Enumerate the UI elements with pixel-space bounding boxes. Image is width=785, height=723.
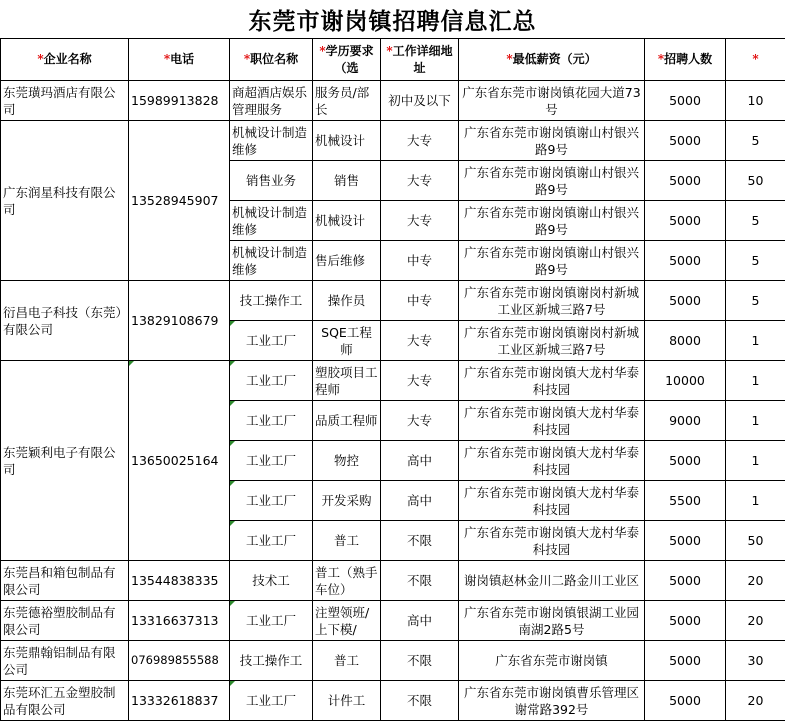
address-cell[interactable]: 广东省东莞市谢岗镇花园大道73号 [459, 81, 645, 121]
category-cell[interactable]: 技术工 [230, 561, 313, 601]
col-header-company: *企业名称 [1, 39, 129, 81]
job-cell[interactable]: 开发采购 [313, 481, 381, 521]
address-cell[interactable]: 广东省东莞市谢岗镇大龙村华泰科技园 [459, 481, 645, 521]
headcount-cell[interactable]: 20 [726, 681, 785, 721]
headcount-cell[interactable]: 30 [726, 641, 785, 681]
company-cell[interactable]: 广东润星科技有限公司 [1, 121, 129, 281]
salary-cell[interactable]: 10000 [645, 361, 726, 401]
address-cell[interactable]: 广东省东莞市谢岗镇谢岗村新城工业区新城三路7号 [459, 321, 645, 361]
education-cell[interactable]: 不限 [381, 561, 459, 601]
job-cell[interactable]: 塑胶项目工程师 [313, 361, 381, 401]
address-cell[interactable]: 广东省东莞市谢岗镇曹乐管理区谢常路392号 [459, 681, 645, 721]
job-cell[interactable]: 普工（熟手车位） [313, 561, 381, 601]
education-cell[interactable]: 大专 [381, 401, 459, 441]
job-cell[interactable]: 售后维修 [313, 241, 381, 281]
job-cell[interactable]: 品质工程师 [313, 401, 381, 441]
table-row [1, 681, 785, 721]
address-cell[interactable]: 谢岗镇赵林金川二路金川工业区 [459, 561, 645, 601]
col-header-phone: *电话 [129, 39, 230, 81]
category-cell[interactable]: 机械设计制造维修 [230, 201, 313, 241]
salary-cell[interactable]: 5000 [645, 441, 726, 481]
education-cell[interactable]: 不限 [381, 521, 459, 561]
phone-cell[interactable]: 13544838335 [129, 561, 230, 601]
salary-cell[interactable]: 8000 [645, 321, 726, 361]
table-row [1, 561, 785, 601]
address-cell[interactable]: 广东省东莞市谢岗镇 [459, 641, 645, 681]
address-cell[interactable]: 广东省东莞市谢岗镇谢山村银兴路9号 [459, 161, 645, 201]
job-cell[interactable]: 服务员/部长 [313, 81, 381, 121]
phone-cell[interactable]: 13528945907 [129, 121, 230, 281]
address-cell[interactable]: 广东省东莞市谢岗镇大龙村华泰科技园 [459, 441, 645, 481]
education-cell[interactable]: 高中 [381, 601, 459, 641]
salary-cell[interactable]: 5500 [645, 481, 726, 521]
headcount-cell[interactable]: 20 [726, 561, 785, 601]
job-cell[interactable]: 普工 [313, 521, 381, 561]
col-header-position: *职位名称 [230, 39, 313, 81]
category-cell[interactable]: 工业工厂 [230, 521, 313, 561]
company-cell[interactable]: 东莞环汇五金塑胶制品有限公司 [1, 681, 129, 721]
phone-cell[interactable]: 13316637313 [129, 601, 230, 641]
salary-cell[interactable]: 5000 [645, 601, 726, 641]
col-header-salary: *招聘人数 [645, 39, 726, 81]
salary-cell[interactable]: 5000 [645, 161, 726, 201]
category-cell[interactable]: 工业工厂 [230, 441, 313, 481]
education-cell[interactable]: 初中及以下 [381, 81, 459, 121]
salary-cell[interactable]: 5000 [645, 81, 726, 121]
job-cell[interactable]: 机械设计 [313, 121, 381, 161]
address-cell[interactable]: 广东省东莞市谢岗镇谢山村银兴路9号 [459, 201, 645, 241]
category-cell[interactable]: 机械设计制造维修 [230, 241, 313, 281]
category-cell[interactable]: 工业工厂 [230, 401, 313, 441]
company-cell[interactable]: 东莞德裕塑胶制品有限公司 [1, 601, 129, 641]
headcount-cell[interactable]: 5 [726, 121, 785, 161]
category-cell[interactable]: 工业工厂 [230, 321, 313, 361]
job-cell[interactable]: 注塑领班/上下模/ [313, 601, 381, 641]
job-cell[interactable]: 计件工 [313, 681, 381, 721]
headcount-cell[interactable]: 5 [726, 241, 785, 281]
headcount-cell[interactable]: 5 [726, 201, 785, 241]
phone-cell[interactable]: 13650025164 [129, 361, 230, 561]
phone-cell[interactable]: 13332618837 [129, 681, 230, 721]
company-cell[interactable]: 东莞璜玛酒店有限公司 [1, 81, 129, 121]
col-header-address: *最低薪资（元） [459, 39, 645, 81]
education-cell[interactable]: 大专 [381, 121, 459, 161]
salary-cell[interactable]: 5000 [645, 561, 726, 601]
col-header-education: *工作详细地址 [381, 39, 459, 81]
headcount-cell[interactable]: 1 [726, 361, 785, 401]
table-row [1, 81, 785, 121]
category-cell[interactable]: 工业工厂 [230, 481, 313, 521]
col-header-job-title: *学历要求（选 [313, 39, 381, 81]
salary-cell[interactable]: 5000 [645, 241, 726, 281]
salary-cell[interactable]: 5000 [645, 201, 726, 241]
headcount-cell[interactable]: 1 [726, 441, 785, 481]
table-row [1, 281, 785, 321]
company-cell[interactable]: 东莞颖利电子有限公司 [1, 361, 129, 561]
job-cell[interactable]: 机械设计 [313, 201, 381, 241]
education-cell[interactable]: 大专 [381, 201, 459, 241]
table-row [1, 121, 785, 161]
col-header-headcount: * [726, 39, 785, 81]
table-row [1, 641, 785, 681]
headcount-cell[interactable]: 1 [726, 481, 785, 521]
job-cell[interactable]: 操作员 [313, 281, 381, 321]
education-cell[interactable]: 大专 [381, 161, 459, 201]
education-cell[interactable]: 中专 [381, 281, 459, 321]
company-cell[interactable]: 东莞鼎翰铝制品有限公司 [1, 641, 129, 681]
headcount-cell[interactable]: 10 [726, 81, 785, 121]
salary-cell[interactable]: 5000 [645, 681, 726, 721]
address-cell[interactable]: 广东省东莞市谢岗镇谢山村银兴路9号 [459, 241, 645, 281]
salary-cell[interactable]: 5000 [645, 121, 726, 161]
phone-cell[interactable]: 076989855588 [129, 641, 230, 681]
job-table [0, 38, 785, 721]
category-cell[interactable]: 机械设计制造维修 [230, 121, 313, 161]
address-cell[interactable]: 广东省东莞市谢岗镇银湖工业园南湖2路5号 [459, 601, 645, 641]
sheet-title: 东莞市谢岗镇招聘信息汇总 [0, 0, 785, 39]
address-cell[interactable]: 广东省东莞市谢岗镇大龙村华泰科技园 [459, 401, 645, 441]
education-cell[interactable]: 高中 [381, 481, 459, 521]
address-cell[interactable]: 广东省东莞市谢岗镇谢山村银兴路9号 [459, 121, 645, 161]
company-cell[interactable]: 衍昌电子科技（东莞）有限公司 [1, 281, 129, 361]
job-cell[interactable]: SQE工程师 [313, 321, 381, 361]
company-cell[interactable]: 东莞昌和箱包制品有限公司 [1, 561, 129, 601]
headcount-cell[interactable]: 50 [726, 161, 785, 201]
job-cell[interactable]: 销售 [313, 161, 381, 201]
headcount-cell[interactable]: 1 [726, 401, 785, 441]
headcount-cell[interactable]: 5 [726, 281, 785, 321]
category-cell[interactable]: 销售业务 [230, 161, 313, 201]
job-cell[interactable]: 普工 [313, 641, 381, 681]
headcount-cell[interactable]: 1 [726, 321, 785, 361]
salary-cell[interactable]: 5000 [645, 641, 726, 681]
phone-cell[interactable]: 13829108679 [129, 281, 230, 361]
category-cell[interactable]: 技工操作工 [230, 281, 313, 321]
education-cell[interactable]: 大专 [381, 361, 459, 401]
address-cell[interactable]: 广东省东莞市谢岗镇大龙村华泰科技园 [459, 521, 645, 561]
header-row [1, 39, 785, 81]
table-row [1, 601, 785, 641]
category-cell[interactable]: 工业工厂 [230, 361, 313, 401]
education-cell[interactable]: 大专 [381, 321, 459, 361]
salary-cell[interactable]: 9000 [645, 401, 726, 441]
phone-cell[interactable]: 15989913828 [129, 81, 230, 121]
education-cell[interactable]: 中专 [381, 241, 459, 281]
category-cell[interactable]: 商超酒店娱乐管理服务 [230, 81, 313, 121]
address-cell[interactable]: 广东省东莞市谢岗镇大龙村华泰科技园 [459, 361, 645, 401]
headcount-cell[interactable]: 20 [726, 601, 785, 641]
category-cell[interactable]: 工业工厂 [230, 601, 313, 641]
category-cell[interactable]: 技工操作工 [230, 641, 313, 681]
education-cell[interactable]: 不限 [381, 681, 459, 721]
table-row [1, 361, 785, 401]
education-cell[interactable]: 不限 [381, 641, 459, 681]
salary-cell[interactable]: 5000 [645, 521, 726, 561]
headcount-cell[interactable]: 50 [726, 521, 785, 561]
education-cell[interactable]: 高中 [381, 441, 459, 481]
category-cell[interactable]: 工业工厂 [230, 681, 313, 721]
job-cell[interactable]: 物控 [313, 441, 381, 481]
address-cell[interactable]: 广东省东莞市谢岗镇谢岗村新城工业区新城三路7号 [459, 281, 645, 321]
salary-cell[interactable]: 5000 [645, 281, 726, 321]
